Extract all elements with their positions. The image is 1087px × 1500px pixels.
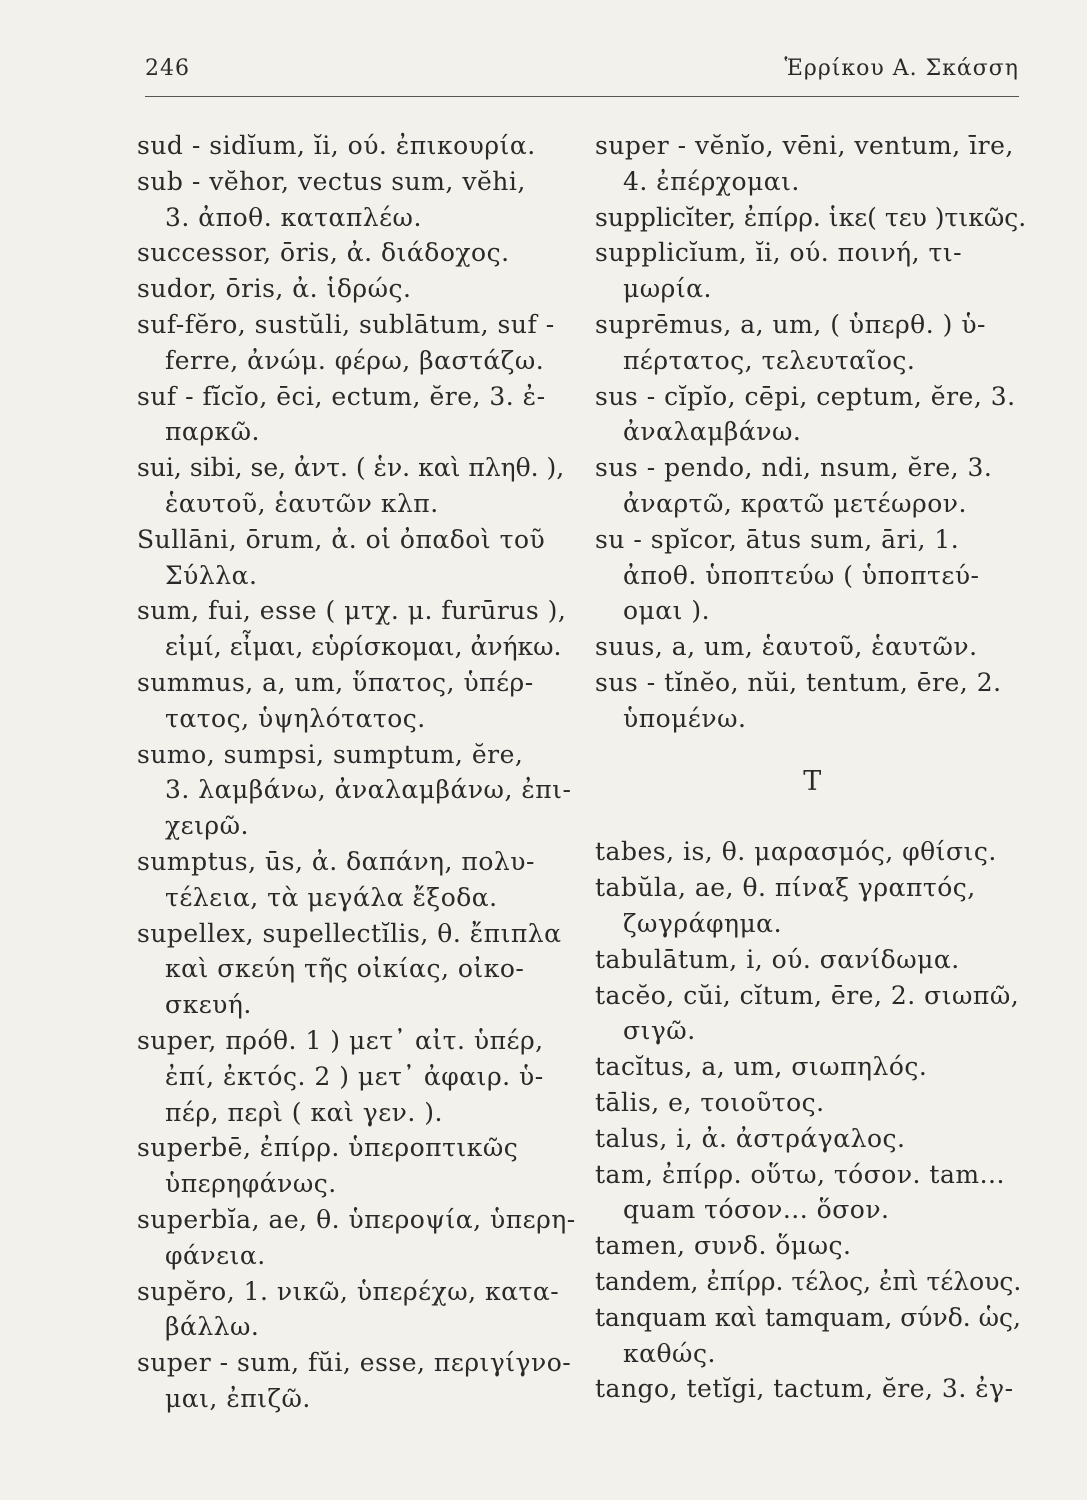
dictionary-line: 3. ἀποθ. καταπλέω. — [165, 202, 422, 232]
dictionary-line: sud - sidĭum, ĭi, ού. ἐπικουρία. — [137, 131, 536, 160]
dictionary-line: suf-fĕro, sustŭli, sublātum, suf - — [137, 309, 555, 339]
dictionary-line: super - vĕnĭo, vēni, ventum, īre, — [595, 131, 1014, 160]
dictionary-line: sumptus, ūs, ἀ. δαπάνη, πολυ- — [137, 846, 535, 876]
dictionary-line: ἀναλαμβάνω. — [623, 417, 802, 447]
dictionary-line: ὑπομένω. — [623, 703, 747, 733]
dictionary-line: σκευή. — [165, 990, 252, 1020]
dictionary-line: sui, sibi, se, ἀντ. ( ἑν. καὶ πληθ. ), — [137, 453, 565, 483]
left-column — [137, 128, 577, 1417]
dictionary-line: super, πρόθ. 1 ) μετ᾽ αἰτ. ὑπέρ, — [137, 1025, 544, 1055]
dictionary-line: tacĕo, cŭi, cĭtum, ēre, 2. σιωπῶ, — [595, 980, 1020, 1010]
dictionary-line: sum, fui, esse ( μτχ. μ. furūrus ), — [137, 596, 567, 626]
dictionary-line: tabulātum, i, ού. σανίδωμα. — [595, 944, 960, 974]
dictionary-line: ὑπερηφάνως. — [165, 1169, 337, 1199]
dictionary-line: καὶ σκεύη τῆς οἰκίας, οἰκο- — [165, 954, 525, 984]
dictionary-line: suus, a, um, ἑαυτοῦ, ἑαυτῶν. — [595, 632, 978, 662]
dictionary-line: ἀποθ. ὑποπτεύω ( ὑποπτεύ- — [623, 560, 980, 590]
right-column — [595, 128, 1030, 1407]
dictionary-line: τατος, ὑψηλότατος. — [165, 703, 426, 733]
dictionary-line: βάλλω. — [165, 1312, 260, 1342]
dictionary-line: πέρτατος, τελευταῖος. — [623, 345, 916, 375]
dictionary-line: 3. λαμβάνω, ἀναλαμβάνω, ἐπι- — [165, 775, 572, 805]
dictionary-line: suprēmus, a, um, ( ὑπερθ. ) ὑ- — [595, 309, 986, 339]
running-title: Ἑρρίκου Α. Σκάσση — [784, 56, 1019, 81]
dictionary-line: χειρῶ. — [165, 811, 249, 841]
dictionary-line: σιγῶ. — [623, 1016, 696, 1046]
dictionary-line: superbĭa, ae, θ. ὑπεροψία, ὑπερη- — [137, 1204, 576, 1234]
dictionary-line: ἐπί, ἐκτός. 2 ) μετ᾽ ἀφαιρ. ὑ- — [165, 1061, 544, 1091]
dictionary-line: παρκῶ. — [165, 417, 260, 447]
dictionary-line: sus - cĭpĭo, cēpi, ceptum, ĕre, 3. — [595, 381, 1016, 411]
dictionary-line: talus, i, ἀ. ἀστράγαλος. — [595, 1123, 906, 1153]
page-number: 246 — [145, 56, 190, 81]
section-letter-heading: T — [803, 765, 822, 797]
right-column-top-entries — [595, 128, 1030, 737]
dictionary-line: tam, ἐπίρρ. οὕτω, τόσον. tam... — [595, 1159, 1005, 1189]
dictionary-line: Sullāni, ōrum, ἀ. οἱ ὀπαδοὶ τοῦ — [137, 524, 546, 554]
dictionary-line: suf - fĭcĭo, ēci, ectum, ĕre, 3. ἐ- — [137, 381, 546, 411]
dictionary-line: superbē, ἐπίρρ. ὑπεροπτικῶς — [137, 1133, 519, 1163]
dictionary-line: τέλεια, τὰ μεγάλα ἔξοδα. — [165, 882, 498, 912]
dictionary-line: tanquam καὶ tamquam, σύνδ. ὡς, — [595, 1302, 1021, 1332]
dictionary-line: καθώς. — [623, 1338, 716, 1368]
dictionary-line: successor, ōris, ἀ. διάδοχος. — [137, 238, 510, 268]
dictionary-line: ἑαυτοῦ, ἑαυτῶν κλπ. — [165, 488, 439, 518]
dictionary-line: su - spĭcor, ātus sum, āri, 1. — [595, 524, 960, 554]
dictionary-line: ferre, ἀνώμ. φέρω, βαστάζω. — [165, 345, 545, 375]
dictionary-line: supĕro, 1. νικῶ, ὑπερέχω, κατα- — [137, 1276, 560, 1306]
dictionary-line: sumo, sumpsi, sumptum, ĕre, — [137, 739, 524, 769]
dictionary-line: sus - pendo, ndi, nsum, ĕre, 3. — [595, 453, 993, 483]
page-header — [145, 56, 1019, 97]
dictionary-line: πέρ, περὶ ( καὶ γεν. ). — [165, 1097, 443, 1127]
dictionary-line: tālis, e, τοιοῦτος. — [595, 1087, 825, 1117]
right-column-bottom-entries — [595, 834, 1030, 1407]
dictionary-line: supplicĭum, ĭi, ού. ποινή, τι- — [595, 238, 963, 268]
dictionary-line: μωρία. — [623, 274, 712, 304]
dictionary-line: sub - vĕhor, vectus sum, vĕhi, — [137, 166, 526, 196]
dictionary-line: tamen, συνδ. ὅμως. — [595, 1231, 852, 1261]
dictionary-line: μαι, ἐπιζῶ. — [165, 1383, 311, 1413]
dictionary-line: tabes, is, θ. μαρασμός, φθίσις. — [595, 837, 997, 867]
dictionary-line: tabŭla, ae, θ. πίναξ γραπτός, — [595, 873, 976, 903]
dictionary-line: sudor, ōris, ἀ. ἱδρώς. — [137, 274, 412, 304]
dictionary-line: sus - tĭnĕo, nŭi, tentum, ēre, 2. — [595, 667, 1002, 697]
dictionary-line: ἀναρτῶ, κρατῶ μετέωρον. — [623, 488, 967, 518]
dictionary-line: 4. ἐπέρχομαι. — [623, 166, 800, 196]
dictionary-line: supplicĭter, ἐπίρρ. ἱκε( τευ )τικῶς. — [595, 202, 1027, 232]
dictionary-line: φάνεια. — [165, 1240, 266, 1270]
dictionary-line: tandem, ἐπίρρ. τέλος, ἐπὶ τέλους. — [595, 1266, 1022, 1296]
dictionary-line: quam τόσον... ὅσον. — [623, 1195, 890, 1225]
dictionary-line: summus, a, um, ὕπατος, ὑπέρ- — [137, 667, 534, 697]
dictionary-line: tango, tetĭgi, tactum, ĕre, 3. ἐγ- — [595, 1374, 1014, 1404]
dictionary-line: supellex, supellectĭlis, θ. ἔπιπλα — [137, 918, 562, 948]
dictionary-line: tacĭtus, a, um, σιωπηλός. — [595, 1052, 928, 1082]
dictionary-line: super - sum, fŭi, esse, περιγίγνο- — [137, 1348, 572, 1378]
dictionary-line: ομαι ). — [623, 596, 711, 626]
dictionary-line: ζωγράφημα. — [623, 908, 783, 938]
dictionary-line: Σύλλα. — [165, 560, 258, 590]
dictionary-line: εἰμί, εἶμαι, εὑρίσκομαι, ἀνήκω. — [165, 632, 562, 662]
